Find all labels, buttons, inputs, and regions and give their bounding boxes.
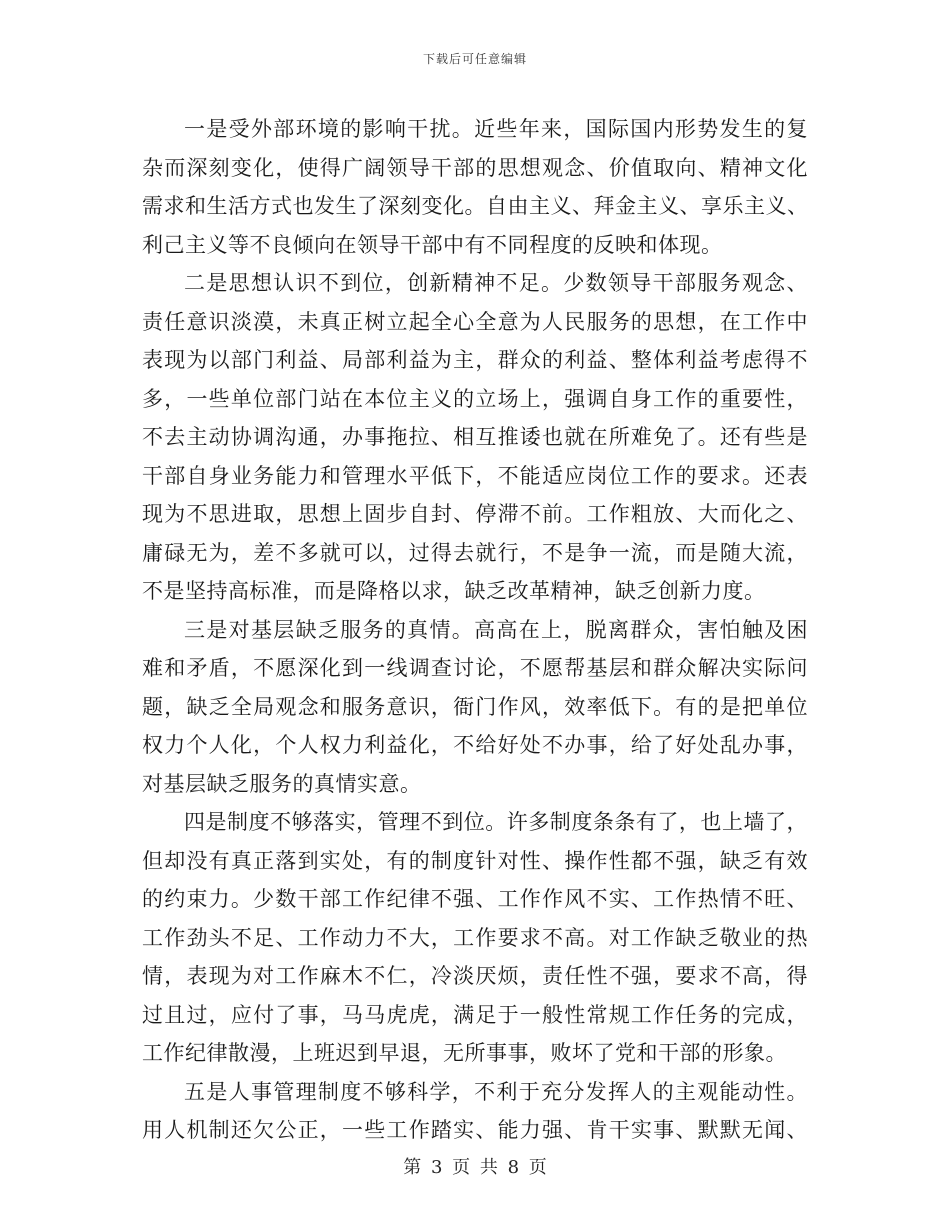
text-line: 表现为以部门利益、局部利益为主，群众的利益、整体利益考虑得不 bbox=[142, 348, 808, 372]
text-line: 过且过，应付了事，马马虎虎，满足于一般性常规工作任务的完成， bbox=[142, 1002, 808, 1027]
text-line: 干部自身业务能力和管理水平低下，不能适应岗位工作的要求。还表 bbox=[142, 463, 808, 488]
text-line: 但却没有真正落到实处，有的制度针对性、操作性都不强，缺乏有效 bbox=[142, 848, 808, 873]
page-number-footer: 第 3 页 共 8 页 bbox=[403, 1157, 547, 1178]
text-line: 题，缺乏全局观念和服务意识，衙门作风，效率低下。有的是把单位 bbox=[142, 694, 808, 719]
text-line: 四是制度不够落实，管理不到位。许多制度条条有了，也上墙了， bbox=[184, 810, 808, 834]
text-line: 工作劲头不足、工作动力不大，工作要求不高。对工作缺乏敬业的热 bbox=[142, 925, 808, 950]
paragraph-5 bbox=[142, 1073, 808, 1150]
text-line: 需求和生活方式也发生了深刻变化。自由主义、拜金主义、享乐主义、 bbox=[142, 194, 809, 218]
text-line: 二是思想认识不到位，创新精神不足。少数领导干部服务观念、 bbox=[184, 271, 808, 295]
text-line: 多，一些单位部门站在本位主义的立场上，强调自身工作的重要性， bbox=[142, 386, 808, 411]
paragraph-4 bbox=[142, 803, 808, 1073]
text-line: 不是坚持高标准，而是降格以求，缺乏改革精神，缺乏创新力度。 bbox=[142, 579, 766, 603]
text-line: 的约束力。少数干部工作纪律不强、工作作风不实、工作热情不旺、 bbox=[142, 887, 808, 911]
text-line: 权力个人化，个人权力利益化，不给好处不办事，给了好处乱办事， bbox=[142, 733, 808, 757]
paragraph-3 bbox=[142, 611, 808, 804]
paragraph-2 bbox=[142, 264, 808, 611]
text-line: 难和矛盾，不愿深化到一线调查讨论，不愿帮基层和群众解决实际问 bbox=[142, 656, 808, 680]
text-line: 情，表现为对工作麻木不仁，冷淡厌烦，责任性不强，要求不高，得 bbox=[142, 964, 808, 988]
document-body bbox=[142, 110, 808, 1150]
text-line: 五是人事管理制度不够科学，不利于充分发挥人的主观能动性。 bbox=[184, 1079, 808, 1104]
text-line: 一是受外部环境的影响干扰。近些年来，国际国内形势发生的复 bbox=[184, 117, 808, 141]
text-line: 不去主动协调沟通，办事拖拉、相互推诿也就在所难免了。还有些是 bbox=[142, 425, 808, 449]
text-line: 杂而深刻变化，使得广阔领导干部的思想观念、价值取向、精神文化 bbox=[142, 155, 808, 180]
page-header: 下载后可任意编辑 bbox=[422, 52, 527, 66]
text-line: 工作纪律散漫，上班迟到早退，无所事事，败坏了党和干部的形象。 bbox=[142, 1041, 787, 1065]
text-line: 用人机制还欠公正，一些工作踏实、能力强、肯干实事、默默无闻、 bbox=[142, 1118, 808, 1142]
text-line: 对基层缺乏服务的真情实意。 bbox=[142, 771, 422, 796]
text-line: 责任意识淡漠，未真正树立起全心全意为人民服务的思想，在工作中 bbox=[142, 309, 808, 334]
text-line: 庸碌无为，差不多就可以，过得去就行，不是争一流，而是随大流， bbox=[142, 540, 808, 565]
text-line: 三是对基层缺乏服务的真情。高高在上，脱离群众，害怕触及困 bbox=[184, 617, 808, 642]
paragraph-1 bbox=[142, 110, 808, 264]
text-line: 现为不思进取，思想上固步自封、停滞不前。工作粗放、大而化之、 bbox=[142, 502, 808, 526]
text-line: 利己主义等不良倾向在领导干部中有不同程度的反映和体现。 bbox=[142, 232, 723, 257]
